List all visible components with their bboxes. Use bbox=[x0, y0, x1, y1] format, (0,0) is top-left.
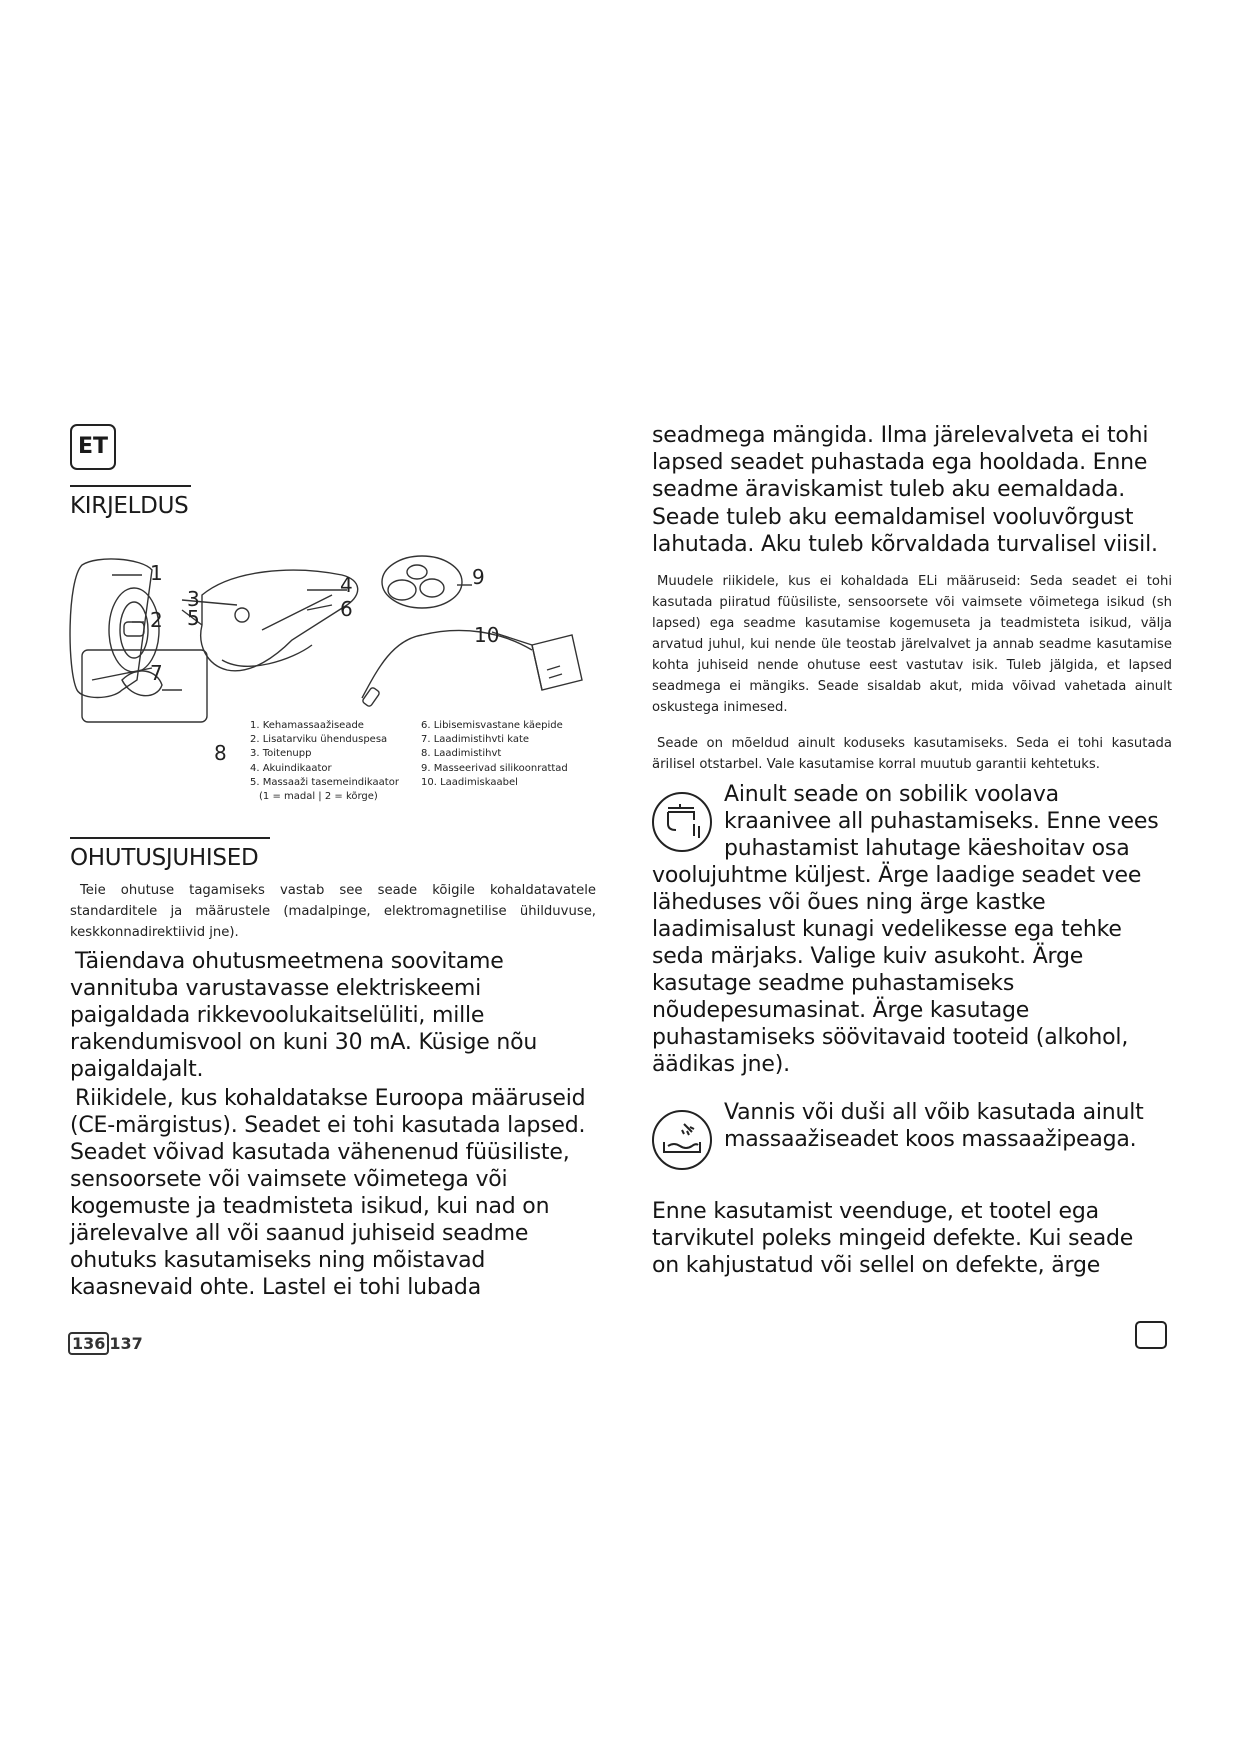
description-title: KIRJELDUS bbox=[70, 485, 191, 519]
defects-paragraph: Enne kasutamist veenduge, et tootel ega tarvikutel poleks mingeid defekte. Kui seade on kahjustatud või sellel on defekte, ärge bbox=[652, 1199, 1134, 1278]
callout-5: 5 bbox=[187, 606, 200, 630]
page-numbers bbox=[68, 1334, 143, 1353]
tap-line: kraanivee all puhastamiseks. Enne vees bbox=[724, 809, 1159, 834]
language-badge: ET bbox=[70, 424, 116, 470]
callout-6: 6 bbox=[340, 597, 353, 621]
ce-paragraph: Riikidele, kus kohaldatakse Euroopa määruseid (CE-märgistus). Seadet ei tohi kasutada lapsed. Seadet võivad kasutada vähenenud füüsiliste, sensoorsete või vaimsete võimetega või kogemuste ja teadmisteta isikud, kui nad on järelevalve all või saanud juhiseid seadme ohutuks kasutamiseks ning mõistavad kaasnevaid ohte. Lastel ei tohi lubada bbox=[70, 1086, 586, 1300]
legend-item: 1. Kehamassaažiseade bbox=[250, 720, 364, 731]
page-number-right: 137 bbox=[109, 1334, 143, 1353]
safety-intro: Teie ohutuse tagamiseks vastab see seade kõigile kohaldatavatele standarditele ja määrustele (madalpinge, elektromagnetilise ühilduvuse, keskkonnadirektiivid jne). bbox=[70, 883, 596, 940]
callout-4: 4 bbox=[340, 573, 353, 597]
end-marker-box bbox=[1135, 1321, 1167, 1349]
legend-item: 8. Laadimistihvt bbox=[421, 748, 502, 760]
rcd-paragraph: Täiendava ohutusmeetmena soovitame vannituba varustavasse elektriskeemi paigaldada rikkevoolukaitselüliti, mille rakendumisvool on kuni 30 mA. Küsige nõu paigaldajalt. bbox=[70, 949, 538, 1082]
tap-water-icon bbox=[652, 792, 712, 852]
legend-item: (1 = madal | 2 = kõrge) bbox=[259, 791, 378, 803]
silicone-roller-illustration bbox=[382, 556, 462, 608]
callout-9: 9 bbox=[472, 565, 485, 589]
legend-item: 10. Laadimiskaabel bbox=[421, 776, 518, 788]
legend-item: 3. Toitenupp bbox=[250, 748, 312, 760]
continuation-paragraph: seadmega mängida. Ilma järelevalveta ei tohi lapsed seadet puhastada ega hooldada. Enne seadme äraviskamist tuleb aku eemaldada. bbox=[652, 423, 1149, 502]
legend-left bbox=[250, 719, 399, 804]
legend-item: 7. Laadimistihvti kate bbox=[421, 734, 530, 746]
legend-right bbox=[421, 719, 568, 790]
callout-10: 10 bbox=[474, 623, 500, 647]
legend-item: 4. Akuindikaator bbox=[250, 762, 332, 774]
tap-line: Ainult seade on sobilik voolava bbox=[724, 782, 1059, 807]
page-number-left: 136 bbox=[68, 1332, 109, 1355]
callout-7: 7 bbox=[150, 661, 163, 685]
callout-8: 8 bbox=[214, 741, 227, 765]
household-paragraph: Seade on mõeldud ainult koduseks kasutamiseks. Seda ei tohi kasutada ärilisel otstarbel. Vale kasutamise korral muutub garantii kehtetuks. bbox=[652, 736, 1172, 772]
tap-water-paragraph: voolujuhtme küljest. Ärge laadige seadet vee läheduses või õues ning ärge kastke laadimisalust kunagi vedelikesse ega tehke seda märjaks. Valige kuiv asukoht. Ärge kasutage seadme puhastamiseks nõudepesumasinat. Ärge kasutage puhastamiseks söövitavaid tooteid (alkohol, äädikas jne). bbox=[652, 863, 1142, 1077]
power-adapter-illustration bbox=[532, 635, 582, 690]
bath-shower-icon bbox=[652, 1110, 712, 1170]
non-eu-paragraph: Muudele riikidele, kus ei kohaldada ELi määruseid: Seda seadet ei tohi kasutada piiratud füüsiliste, sensoorsete või vaimsete võimetega isikud (sh lapsed) ega seadme kasutamise kogemuseta ja teadmisteta isikud, välja arvatud juhul, kui nende üle teostab järelvalvet ja annab seadme kasutamise kohta juhiseid nende ohutuse eest vastutav isik. Tuleb jälgida, et lapsed seadmega ei mängiks. Seade sisaldab akut, mida võivad vahetada ainult oskustega inimesed. bbox=[652, 574, 1172, 715]
callout-2: 2 bbox=[150, 608, 163, 632]
legend-item: 6. Libisemisvastane käepide bbox=[421, 720, 563, 731]
callout-1: 1 bbox=[150, 561, 163, 585]
legend-item: 2. Lisatarviku ühenduspesa bbox=[250, 734, 388, 746]
charging-pin-illustration bbox=[82, 650, 207, 722]
safety-title: OHUTUSJUHISED bbox=[70, 837, 270, 871]
bath-text: Vannis või duši all võib kasutada ainult massaažiseadet koos massaažipeaga. bbox=[724, 1100, 1144, 1152]
legend-item: 5. Massaaži tasemeindikaator bbox=[250, 776, 399, 788]
battery-paragraph: Seade tuleb aku eemaldamisel vooluvõrgust lahutada. Aku tuleb kõrvaldada turvalisel viisil. bbox=[652, 505, 1158, 557]
grip-handle-illustration bbox=[201, 570, 358, 671]
tap-line: puhastamist lahutage käeshoitav osa bbox=[724, 836, 1130, 861]
charging-cable-illustration bbox=[362, 630, 532, 698]
legend-item: 9. Masseerivad silikoonrattad bbox=[421, 762, 568, 774]
callout-3: 3 bbox=[187, 587, 200, 611]
tap-water-lines bbox=[724, 781, 1184, 862]
